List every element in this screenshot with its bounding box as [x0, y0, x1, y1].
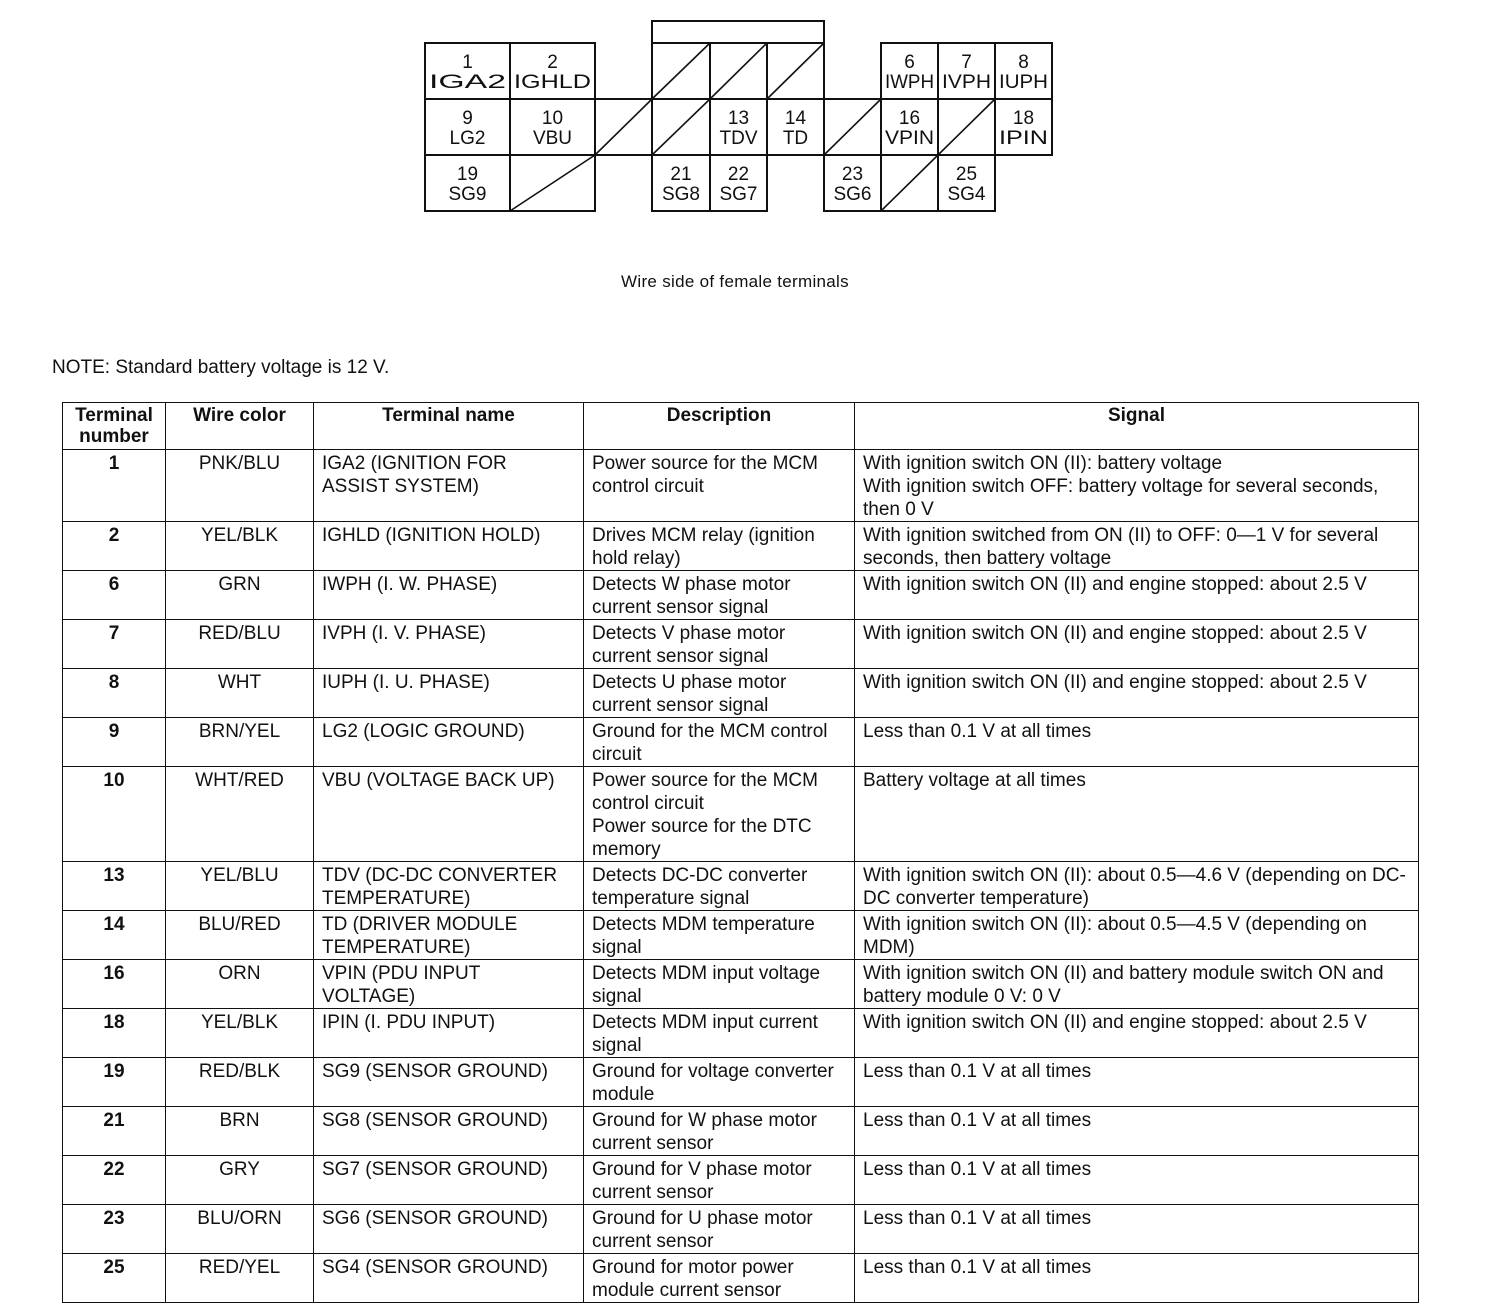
- description-cell: Ground for the MCM control circuit: [584, 718, 855, 767]
- table-row: [63, 1156, 1419, 1205]
- connector-lock-tab: [652, 21, 824, 43]
- signal-cell: Less than 0.1 V at all times: [855, 1156, 1419, 1205]
- terminal-name-cell: IGHLD (IGNITION HOLD): [314, 522, 584, 571]
- signal-cell: Less than 0.1 V at all times: [855, 1058, 1419, 1107]
- description-cell: Ground for voltage converter module: [584, 1058, 855, 1107]
- description-cell: Detects U phase motor current sensor signal: [584, 669, 855, 718]
- wire-color-cell: YEL/BLK: [166, 522, 314, 571]
- pin-name-label: SG6: [833, 184, 872, 205]
- table-row: [63, 1058, 1419, 1107]
- pin-name-label: SG8: [661, 184, 701, 205]
- signal-cell: With ignition switch ON (II) and engine stopped: about 2.5 V: [855, 669, 1419, 718]
- terminal-name-cell: SG4 (SENSOR GROUND): [314, 1254, 584, 1303]
- terminal-table: [62, 402, 1419, 1303]
- terminal-name-cell: SG9 (SENSOR GROUND): [314, 1058, 584, 1107]
- pin-name-label: SG4: [947, 184, 986, 205]
- pin-name-label: IGHLD: [514, 72, 591, 93]
- terminal-name-cell: IGA2 (IGNITION FOR ASSIST SYSTEM): [314, 450, 584, 522]
- pin-number-label: 22: [727, 164, 750, 185]
- wire-color-cell: RED/BLU: [166, 620, 314, 669]
- terminal-number-cell: 7: [63, 620, 166, 669]
- terminal-name-cell: SG7 (SENSOR GROUND): [314, 1156, 584, 1205]
- terminal-number-cell: 9: [63, 718, 166, 767]
- description-cell: Detects DC-DC converter temperature signal: [584, 862, 855, 911]
- terminal-number-cell: 23: [63, 1205, 166, 1254]
- table-row: [63, 862, 1419, 911]
- pin-number-label: 13: [727, 108, 750, 129]
- wire-color-cell: RED/YEL: [166, 1254, 314, 1303]
- pin-number-label: 9: [462, 108, 473, 129]
- pin-number-label: 8: [1018, 52, 1029, 73]
- wire-color-cell: BRN: [166, 1107, 314, 1156]
- terminal-number-cell: 21: [63, 1107, 166, 1156]
- table-header-row: [63, 403, 1419, 450]
- description-cell: Detects MDM input current signal: [584, 1009, 855, 1058]
- table-row: [63, 911, 1419, 960]
- header-terminal-number: Terminal number: [63, 403, 166, 450]
- pin-name-label: IGA2: [429, 72, 506, 93]
- signal-cell: With ignition switch ON (II): about 0.5—4.6 V (depending on DC-DC converter temperature): [855, 862, 1419, 911]
- table-row: [63, 1205, 1419, 1254]
- header-terminal-name: Terminal name: [314, 403, 584, 450]
- pin-name-label: TD: [782, 128, 809, 149]
- signal-cell: With ignition switched from ON (II) to OFF: 0—1 V for several seconds, then battery voltage: [855, 522, 1419, 571]
- header-wire-color: Wire color: [166, 403, 314, 450]
- terminal-name-cell: IUPH (I. U. PHASE): [314, 669, 584, 718]
- terminal-number-cell: 13: [63, 862, 166, 911]
- terminal-name-cell: IPIN (I. PDU INPUT): [314, 1009, 584, 1058]
- pin-number-label: 6: [904, 52, 915, 73]
- table-row: [63, 522, 1419, 571]
- terminal-name-cell: TD (DRIVER MODULE TEMPERATURE): [314, 911, 584, 960]
- terminal-number-cell: 22: [63, 1156, 166, 1205]
- battery-voltage-note: NOTE: Standard battery voltage is 12 V.: [52, 357, 390, 378]
- connector-diagram: [0, 0, 1504, 230]
- description-cell: Ground for motor power module current sensor: [584, 1254, 855, 1303]
- terminal-number-cell: 25: [63, 1254, 166, 1303]
- pin-number-label: 23: [841, 164, 864, 185]
- description-cell: Drives MCM relay (ignition hold relay): [584, 522, 855, 571]
- terminal-number-cell: 19: [63, 1058, 166, 1107]
- table-row: [63, 1107, 1419, 1156]
- terminal-number-cell: 10: [63, 767, 166, 862]
- description-cell: Ground for U phase motor current sensor: [584, 1205, 855, 1254]
- wire-color-cell: RED/BLK: [166, 1058, 314, 1107]
- pin-name-label: LG2: [449, 128, 486, 149]
- description-cell: Detects W phase motor current sensor signal: [584, 571, 855, 620]
- pin-number-label: 19: [456, 164, 479, 185]
- wire-color-cell: YEL/BLK: [166, 1009, 314, 1058]
- pin-number-label: 16: [898, 108, 921, 129]
- wire-color-cell: BLU/ORN: [166, 1205, 314, 1254]
- pin-number-label: 21: [670, 164, 692, 185]
- terminal-number-cell: 8: [63, 669, 166, 718]
- header-description: Description: [584, 403, 855, 450]
- pin-number-label: 2: [547, 52, 558, 73]
- signal-cell: Less than 0.1 V at all times: [855, 1254, 1419, 1303]
- pin-number-label: 7: [961, 52, 972, 73]
- header-signal: Signal: [855, 403, 1419, 450]
- wire-color-cell: BRN/YEL: [166, 718, 314, 767]
- terminal-name-cell: VPIN (PDU INPUT VOLTAGE): [314, 960, 584, 1009]
- pin-name-label: VPIN: [885, 128, 934, 149]
- table-row: [63, 718, 1419, 767]
- pin-name-label: IUPH: [999, 72, 1048, 93]
- pin-name-label: SG9: [448, 184, 487, 205]
- description-cell: Ground for W phase motor current sensor: [584, 1107, 855, 1156]
- terminal-name-cell: IVPH (I. V. PHASE): [314, 620, 584, 669]
- pin-name-label: VBU: [532, 128, 573, 149]
- table-row: [63, 571, 1419, 620]
- table-row: [63, 620, 1419, 669]
- terminal-name-cell: VBU (VOLTAGE BACK UP): [314, 767, 584, 862]
- table-row: [63, 669, 1419, 718]
- terminal-number-cell: 1: [63, 450, 166, 522]
- description-cell: Power source for the MCM control circuit Power source for the DTC memory: [584, 767, 855, 862]
- wire-color-cell: GRN: [166, 571, 314, 620]
- terminal-number-cell: 2: [63, 522, 166, 571]
- description-cell: Ground for V phase motor current sensor: [584, 1156, 855, 1205]
- wire-color-cell: WHT/RED: [166, 767, 314, 862]
- table-row: [63, 450, 1419, 522]
- terminal-name-cell: SG6 (SENSOR GROUND): [314, 1205, 584, 1254]
- description-cell: Power source for the MCM control circuit: [584, 450, 855, 522]
- signal-cell: With ignition switch ON (II): battery voltage With ignition switch OFF: battery voltage for several seconds, then 0 V: [855, 450, 1419, 522]
- pin-number-label: 25: [955, 164, 978, 185]
- pin-name-label: TDV: [719, 128, 758, 149]
- pin-number-label: 10: [541, 108, 564, 129]
- signal-cell: With ignition switch ON (II) and engine stopped: about 2.5 V: [855, 1009, 1419, 1058]
- signal-cell: With ignition switch ON (II): about 0.5—4.5 V (depending on MDM): [855, 911, 1419, 960]
- signal-cell: Less than 0.1 V at all times: [855, 718, 1419, 767]
- connector-caption: Wire side of female terminals: [621, 272, 849, 291]
- terminal-name-cell: IWPH (I. W. PHASE): [314, 571, 584, 620]
- description-cell: Detects MDM temperature signal: [584, 911, 855, 960]
- signal-cell: With ignition switch ON (II) and engine stopped: about 2.5 V: [855, 620, 1419, 669]
- terminal-number-cell: 16: [63, 960, 166, 1009]
- terminal-name-cell: SG8 (SENSOR GROUND): [314, 1107, 584, 1156]
- table-row: [63, 1254, 1419, 1303]
- table-row: [63, 767, 1419, 862]
- wire-color-cell: WHT: [166, 669, 314, 718]
- wire-color-cell: PNK/BLU: [166, 450, 314, 522]
- pin-number-label: 14: [784, 108, 807, 129]
- pin-name-label: SG7: [719, 184, 758, 205]
- terminal-name-cell: LG2 (LOGIC GROUND): [314, 718, 584, 767]
- signal-cell: Less than 0.1 V at all times: [855, 1107, 1419, 1156]
- pin-name-label: IVPH: [942, 72, 991, 93]
- description-cell: Detects V phase motor current sensor signal: [584, 620, 855, 669]
- table-row: [63, 1009, 1419, 1058]
- wire-color-cell: ORN: [166, 960, 314, 1009]
- description-cell: Detects MDM input voltage signal: [584, 960, 855, 1009]
- signal-cell: With ignition switch ON (II) and engine stopped: about 2.5 V: [855, 571, 1419, 620]
- terminal-number-cell: 6: [63, 571, 166, 620]
- pin-name-label: IPIN: [999, 128, 1048, 149]
- terminal-number-cell: 14: [63, 911, 166, 960]
- pin-number-label: 1: [462, 52, 473, 73]
- terminal-number-cell: 18: [63, 1009, 166, 1058]
- wire-color-cell: GRY: [166, 1156, 314, 1205]
- terminal-name-cell: TDV (DC-DC CONVERTER TEMPERATURE): [314, 862, 584, 911]
- signal-cell: Battery voltage at all times: [855, 767, 1419, 862]
- signal-cell: With ignition switch ON (II) and battery module switch ON and battery module 0 V: 0 V: [855, 960, 1419, 1009]
- wire-color-cell: YEL/BLU: [166, 862, 314, 911]
- pin-number-label: 18: [1012, 108, 1035, 129]
- signal-cell: Less than 0.1 V at all times: [855, 1205, 1419, 1254]
- pin-name-label: IWPH: [885, 72, 934, 93]
- table-row: [63, 960, 1419, 1009]
- wire-color-cell: BLU/RED: [166, 911, 314, 960]
